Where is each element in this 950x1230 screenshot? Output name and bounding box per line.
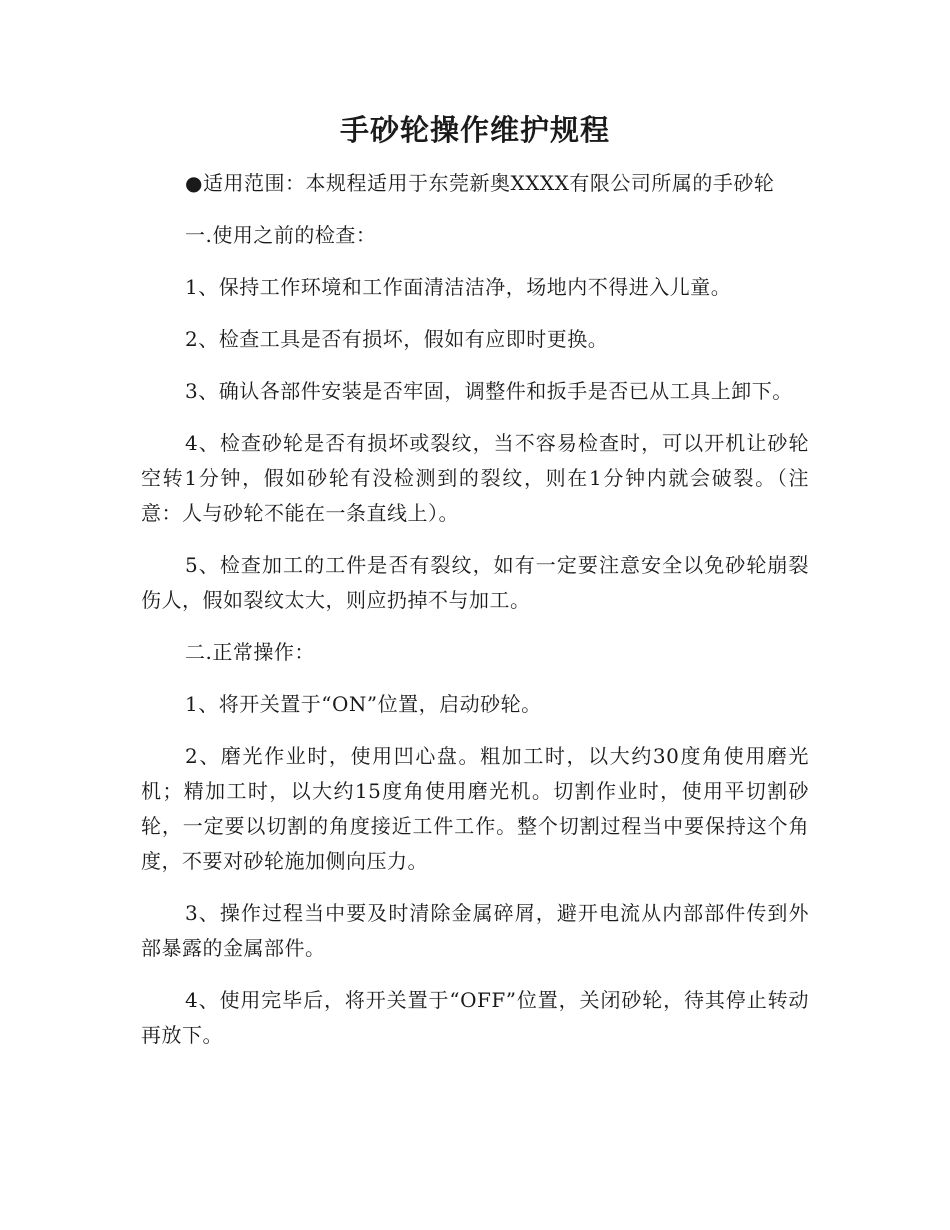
scope-paragraph: ●适用范围：本规程适用于东莞新奥XXXX有限公司所属的手砂轮 [185,171,775,195]
operation-item-1: 1、将开关置于“ON”位置，启动砂轮。 [185,692,542,716]
inspection-item-4: 4、检查砂轮是否有损坏或裂纹，当不容易检查时，可以开机让砂轮空转1分钟，假如砂轮有没检测到的裂纹，则在1分钟内就会破裂。（注意：人与砂轮不能在一条直线上）。 [141,431,809,525]
operation-item-2: 2、磨光作业时，使用凹心盘。粗加工时，以大约30度角使用磨光机；精加工时，以大约15度角使用磨光机。切割作业时，使用平切割砂轮，一定要以切割的角度接近工件工作。整个切割过程当中要保持这个角度，不要对砂轮施加侧向压力。 [141,744,809,873]
operation-item-4: 4、使用完毕后，将开关置于“OFF”位置，关闭砂轮，待其停止转动再放下。 [141,988,809,1047]
document-title: 手砂轮操作维护规程 [339,113,610,147]
operation-item-3: 3、操作过程当中要及时清除金属碎屑，避开电流从内部部件传到外部暴露的金属部件。 [141,901,809,960]
section-heading-pre-use-inspection: 一.使用之前的检查： [185,223,377,247]
section-heading-normal-operation: 二.正常操作： [185,640,315,664]
inspection-item-5: 5、检查加工的工件是否有裂纹，如有一定要注意安全以免砂轮崩裂伤人，假如裂纹太大，则应扔掉不与加工。 [141,553,809,612]
inspection-item-2: 2、检查工具是否有损坏，假如有应即时更换。 [185,327,609,351]
inspection-item-1: 1、保持工作环境和工作面清洁洁净，场地内不得进入儿童。 [185,275,732,299]
document-body [141,166,809,1070]
inspection-item-3: 3、确认各部件安装是否牢固，调整件和扳手是否已从工具上卸下。 [185,379,793,403]
